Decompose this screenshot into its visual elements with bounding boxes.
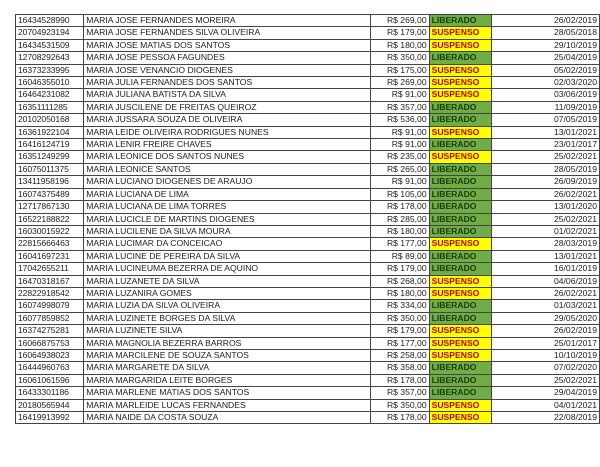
- cell-value: R$ 179,00: [370, 325, 429, 337]
- cell-date: 07/05/2019: [491, 114, 599, 126]
- cell-date: 26/02/2019: [491, 15, 599, 27]
- cell-status: SUSPENSO: [429, 399, 491, 411]
- cell-name: MARIA LEONICE DOS SANTOS NUNES: [84, 151, 370, 163]
- cell-value: R$ 357,00: [370, 101, 429, 113]
- cell-date: 13/01/2020: [491, 201, 599, 213]
- cell-status: SUSPENSO: [429, 325, 491, 337]
- cell-date: 25/04/2019: [491, 52, 599, 64]
- cell-value: R$ 235,00: [370, 151, 429, 163]
- cell-name: MARIA LUCINE DE PEREIRA DA SILVA: [84, 250, 370, 262]
- cell-id: 16434528990: [16, 15, 84, 27]
- cell-value: R$ 105,00: [370, 188, 429, 200]
- cell-value: R$ 350,00: [370, 312, 429, 324]
- table-row: [16, 263, 600, 275]
- cell-id: 12708292643: [16, 52, 84, 64]
- cell-name: MARIA JOSE MATIAS DOS SANTOS: [84, 39, 370, 51]
- cell-name: MARIA MARLENE MATIAS DOS SANTOS: [84, 387, 370, 399]
- cell-id: 16373233995: [16, 64, 84, 76]
- cell-name: MARIA LUCIANO DIOGENES DE ARAUJO: [84, 176, 370, 188]
- cell-id: 16374275281: [16, 325, 84, 337]
- cell-value: R$ 269,00: [370, 15, 429, 27]
- cell-id: 16041697231: [16, 250, 84, 262]
- cell-name: MARIA LUZANETE DA SILVA: [84, 275, 370, 287]
- cell-id: 16419913992: [16, 412, 84, 424]
- table-row: [16, 275, 600, 287]
- cell-name: MARIA MARGARIDA LEITE BORGES: [84, 374, 370, 386]
- cell-date: 04/06/2019: [491, 275, 599, 287]
- cell-id: 22815666463: [16, 238, 84, 250]
- cell-status: LIBERADO: [429, 263, 491, 275]
- cell-name: MARIA LUZINETE SILVA: [84, 325, 370, 337]
- cell-date: 29/04/2019: [491, 387, 599, 399]
- cell-id: 13411958196: [16, 176, 84, 188]
- cell-date: 25/02/2021: [491, 151, 599, 163]
- table-row: [16, 64, 600, 76]
- cell-status: SUSPENSO: [429, 27, 491, 39]
- table-row: [16, 176, 600, 188]
- cell-id: 20704923194: [16, 27, 84, 39]
- cell-value: R$ 89,00: [370, 250, 429, 262]
- table-row: [16, 374, 600, 386]
- cell-id: 16351111285: [16, 101, 84, 113]
- table-row: [16, 399, 600, 411]
- cell-id: 16444960763: [16, 362, 84, 374]
- table-row: [16, 250, 600, 262]
- cell-status: SUSPENSO: [429, 287, 491, 299]
- cell-name: MARIA MARCILENE DE SOUZA SANTOS: [84, 349, 370, 361]
- cell-name: MARIA LEONICE SANTOS: [84, 163, 370, 175]
- cell-date: 26/02/2021: [491, 287, 599, 299]
- cell-name: MARIA LUCIMAR DA CONCEICAO: [84, 238, 370, 250]
- cell-status: LIBERADO: [429, 250, 491, 262]
- table-body: [16, 15, 600, 424]
- cell-date: 01/02/2021: [491, 225, 599, 237]
- cell-value: R$ 268,00: [370, 275, 429, 287]
- cell-value: R$ 180,00: [370, 225, 429, 237]
- table-row: [16, 77, 600, 89]
- cell-value: R$ 269,00: [370, 77, 429, 89]
- cell-date: 26/02/2019: [491, 325, 599, 337]
- cell-status: LIBERADO: [429, 188, 491, 200]
- table-row: [16, 114, 600, 126]
- cell-value: R$ 91,00: [370, 126, 429, 138]
- cell-id: 17042655211: [16, 263, 84, 275]
- cell-status: LIBERADO: [429, 139, 491, 151]
- cell-date: 29/05/2020: [491, 312, 599, 324]
- cell-name: MARIA LUCILENE DA SILVA MOURA: [84, 225, 370, 237]
- cell-value: R$ 265,00: [370, 163, 429, 175]
- cell-status: SUSPENSO: [429, 337, 491, 349]
- cell-name: MARIA LUZIA DA SILVA OLIVEIRA: [84, 300, 370, 312]
- cell-name: MARIA MARLEIDE LUCAS FERNANDES: [84, 399, 370, 411]
- table-row: [16, 213, 600, 225]
- cell-date: 26/02/2021: [491, 188, 599, 200]
- table-row: [16, 412, 600, 424]
- cell-date: 22/08/2019: [491, 412, 599, 424]
- table-row: [16, 188, 600, 200]
- cell-date: 28/03/2019: [491, 238, 599, 250]
- cell-value: R$ 350,00: [370, 399, 429, 411]
- cell-id: 12717867130: [16, 201, 84, 213]
- cell-name: MARIA JUSSARA SOUZA DE OLIVEIRA: [84, 114, 370, 126]
- table-row: [16, 362, 600, 374]
- cell-value: R$ 178,00: [370, 201, 429, 213]
- table-row: [16, 15, 600, 27]
- cell-value: R$ 350,00: [370, 52, 429, 64]
- cell-status: SUSPENSO: [429, 151, 491, 163]
- cell-name: MARIA LUCINEUMA BEZERRA DE AQUINO: [84, 263, 370, 275]
- cell-id: 22822918542: [16, 287, 84, 299]
- cell-value: R$ 334,00: [370, 300, 429, 312]
- cell-date: 07/02/2020: [491, 362, 599, 374]
- cell-date: 25/01/2017: [491, 337, 599, 349]
- cell-status: SUSPENSO: [429, 39, 491, 51]
- cell-value: R$ 91,00: [370, 176, 429, 188]
- cell-status: SUSPENSO: [429, 126, 491, 138]
- table-row: [16, 163, 600, 175]
- cell-value: R$ 178,00: [370, 374, 429, 386]
- table-row: [16, 52, 600, 64]
- cell-value: R$ 358,00: [370, 362, 429, 374]
- cell-status: SUSPENSO: [429, 89, 491, 101]
- cell-status: LIBERADO: [429, 52, 491, 64]
- table-row: [16, 312, 600, 324]
- cell-value: R$ 179,00: [370, 263, 429, 275]
- cell-id: 16066875753: [16, 337, 84, 349]
- cell-date: 10/10/2019: [491, 349, 599, 361]
- table-row: [16, 287, 600, 299]
- cell-id: 16416124719: [16, 139, 84, 151]
- cell-value: R$ 357,00: [370, 387, 429, 399]
- cell-status: SUSPENSO: [429, 77, 491, 89]
- cell-date: 11/09/2019: [491, 101, 599, 113]
- cell-date: 13/01/2021: [491, 250, 599, 262]
- table-row: [16, 325, 600, 337]
- cell-date: 28/05/2018: [491, 27, 599, 39]
- cell-status: LIBERADO: [429, 300, 491, 312]
- cell-status: LIBERADO: [429, 213, 491, 225]
- table-row: [16, 225, 600, 237]
- cell-name: MARIA JOSE FERNANDES MOREIRA: [84, 15, 370, 27]
- cell-name: MARIA JULIANA BATISTA DA SILVA: [84, 89, 370, 101]
- cell-date: 29/10/2019: [491, 39, 599, 51]
- cell-name: MARIA LUCIANA DE LIMA: [84, 188, 370, 200]
- cell-status: SUSPENSO: [429, 275, 491, 287]
- cell-status: LIBERADO: [429, 225, 491, 237]
- cell-id: 16046355010: [16, 77, 84, 89]
- cell-name: MARIA LUZANIRA GOMES: [84, 287, 370, 299]
- cell-value: R$ 177,00: [370, 238, 429, 250]
- cell-id: 16064938023: [16, 349, 84, 361]
- cell-name: MARIA MARGARETE DA SILVA: [84, 362, 370, 374]
- cell-id: 16077859852: [16, 312, 84, 324]
- cell-status: LIBERADO: [429, 163, 491, 175]
- cell-value: R$ 177,00: [370, 337, 429, 349]
- table-row: [16, 139, 600, 151]
- cell-id: 16361922104: [16, 126, 84, 138]
- cell-name: MARIA JOSE FERNANDES SILVA OLIVEIRA: [84, 27, 370, 39]
- cell-date: 23/01/2017: [491, 139, 599, 151]
- cell-date: 25/02/2021: [491, 213, 599, 225]
- table-row: [16, 201, 600, 213]
- table-row: [16, 337, 600, 349]
- cell-id: 16061061596: [16, 374, 84, 386]
- cell-status: SUSPENSO: [429, 349, 491, 361]
- cell-status: LIBERADO: [429, 387, 491, 399]
- cell-status: LIBERADO: [429, 101, 491, 113]
- cell-status: SUSPENSO: [429, 238, 491, 250]
- cell-name: MARIA LUCIANA DE LIMA TORRES: [84, 201, 370, 213]
- cell-id: 16470318167: [16, 275, 84, 287]
- cell-id: 16030015922: [16, 225, 84, 237]
- cell-id: 16074998079: [16, 300, 84, 312]
- cell-value: R$ 179,00: [370, 27, 429, 39]
- table-row: [16, 300, 600, 312]
- cell-date: 28/05/2019: [491, 163, 599, 175]
- cell-status: LIBERADO: [429, 176, 491, 188]
- cell-name: MARIA LENIR FREIRE CHAVES: [84, 139, 370, 151]
- cell-status: LIBERADO: [429, 201, 491, 213]
- cell-id: 16464231082: [16, 89, 84, 101]
- cell-value: R$ 180,00: [370, 287, 429, 299]
- table-row: [16, 27, 600, 39]
- cell-name: MARIA JULIA FERNANDES DOS SANTOS: [84, 77, 370, 89]
- cell-id: 16351249299: [16, 151, 84, 163]
- cell-status: LIBERADO: [429, 374, 491, 386]
- table-row: [16, 387, 600, 399]
- cell-id: 16075011375: [16, 163, 84, 175]
- cell-name: MARIA JUSCILENE DE FREITAS QUEIROZ: [84, 101, 370, 113]
- table-row: [16, 238, 600, 250]
- cell-date: 25/02/2021: [491, 374, 599, 386]
- cell-status: LIBERADO: [429, 362, 491, 374]
- cell-value: R$ 175,00: [370, 64, 429, 76]
- cell-status: LIBERADO: [429, 312, 491, 324]
- cell-value: R$ 536,00: [370, 114, 429, 126]
- cell-value: R$ 285,00: [370, 213, 429, 225]
- table-row: [16, 151, 600, 163]
- table-row: [16, 39, 600, 51]
- table-row: [16, 126, 600, 138]
- cell-value: R$ 91,00: [370, 89, 429, 101]
- cell-id: 16433301186: [16, 387, 84, 399]
- cell-date: 02/03/2020: [491, 77, 599, 89]
- cell-date: 13/01/2021: [491, 126, 599, 138]
- payments-table: [15, 14, 600, 424]
- cell-date: 04/01/2021: [491, 399, 599, 411]
- cell-id: 16074375489: [16, 188, 84, 200]
- table-row: [16, 349, 600, 361]
- cell-value: R$ 258,00: [370, 349, 429, 361]
- cell-id: 20180565944: [16, 399, 84, 411]
- cell-date: 05/02/2019: [491, 64, 599, 76]
- cell-status: LIBERADO: [429, 15, 491, 27]
- cell-value: R$ 178,00: [370, 412, 429, 424]
- cell-status: LIBERADO: [429, 114, 491, 126]
- table-row: [16, 101, 600, 113]
- cell-name: MARIA LUCICLE DE MARTINS DIOGENES: [84, 213, 370, 225]
- cell-id: 16522188822: [16, 213, 84, 225]
- cell-name: MARIA LEIDE OLIVEIRA RODRIGUES NUNES: [84, 126, 370, 138]
- cell-name: MARIA MAGNOLIA BEZERRA BARROS: [84, 337, 370, 349]
- cell-status: SUSPENSO: [429, 64, 491, 76]
- cell-name: MARIA NAIDE DA COSTA SOUZA: [84, 412, 370, 424]
- cell-name: MARIA JOSE VENANCIO DIOGENES: [84, 64, 370, 76]
- cell-date: 01/03/2021: [491, 300, 599, 312]
- cell-date: 03/06/2019: [491, 89, 599, 101]
- cell-date: 26/09/2019: [491, 176, 599, 188]
- cell-id: 20102050168: [16, 114, 84, 126]
- cell-name: MARIA JOSE PESSOA FAGUNDES: [84, 52, 370, 64]
- cell-date: 16/01/2019: [491, 263, 599, 275]
- cell-id: 16434531509: [16, 39, 84, 51]
- cell-status: SUSPENSO: [429, 412, 491, 424]
- cell-name: MARIA LUZINETE BORGES DA SILVA: [84, 312, 370, 324]
- cell-value: R$ 91,00: [370, 139, 429, 151]
- cell-value: R$ 180,00: [370, 39, 429, 51]
- table-row: [16, 89, 600, 101]
